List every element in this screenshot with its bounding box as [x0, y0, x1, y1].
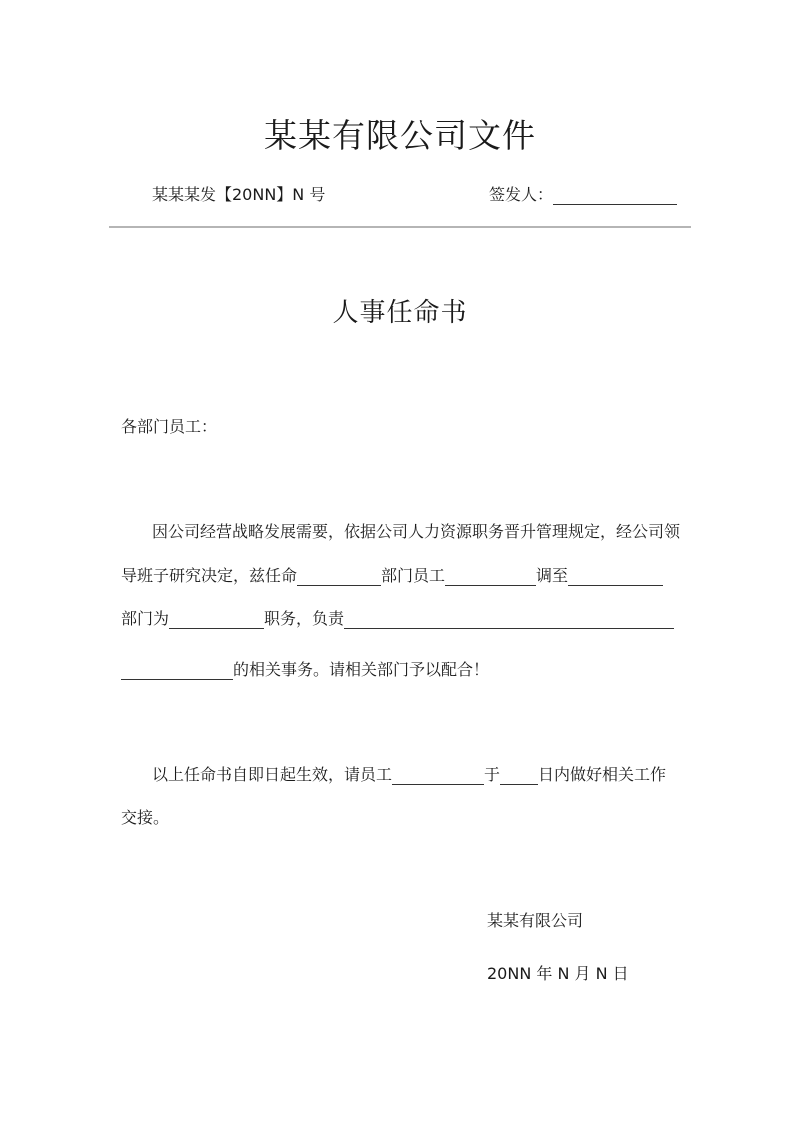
to-department-blank: [568, 567, 663, 586]
text-segment: 的相关事务。请相关部门予以配合！: [233, 660, 490, 679]
position-blank: [169, 610, 264, 629]
paragraph-1-line-3: [121, 606, 674, 629]
text-segment: 部门为: [121, 609, 170, 628]
text-segment: 部门员工: [381, 566, 446, 585]
days-blank: [500, 766, 538, 785]
text-segment: 导班子研究决定，兹任命: [121, 566, 298, 585]
issuing-company: 某某有限公司: [487, 911, 584, 930]
text-segment: 以上任命书自即日起生效，请员工: [152, 765, 393, 784]
from-department-blank: [445, 567, 536, 586]
document-number: 某某某发【20NN】N 号: [152, 185, 326, 204]
document-header-title: 某某有限公司文件: [264, 116, 536, 155]
appointee-name-blank: [297, 567, 381, 586]
paragraph-1-line-2: [121, 563, 663, 586]
text-segment: 于: [484, 765, 501, 784]
responsibility-blank: [344, 610, 674, 629]
signer-label: 签发人：: [489, 185, 554, 204]
responsibility-blank-continued: [121, 661, 233, 680]
issue-date: 20NN 年 N 月 N 日: [487, 964, 629, 983]
paragraph-2-line-1: [152, 762, 666, 785]
text-segment: 调至: [536, 566, 569, 585]
paragraph-1-line-1: 因公司经营战略发展需要，依据公司人力资源职务晋升管理规定，经公司领: [152, 522, 681, 541]
order-title: 人事任命书: [332, 298, 468, 328]
text-segment: 职务，负责: [264, 609, 345, 628]
paragraph-1-line-4: [121, 657, 489, 680]
employee-name-blank: [392, 766, 484, 785]
signer-field: [489, 182, 677, 205]
header-divider: [109, 226, 691, 228]
signer-blank: [553, 185, 677, 205]
text-segment: 日内做好相关工作: [538, 765, 667, 784]
paragraph-2-line-2: 交接。: [121, 808, 170, 827]
salutation: 各部门员工：: [121, 417, 218, 436]
